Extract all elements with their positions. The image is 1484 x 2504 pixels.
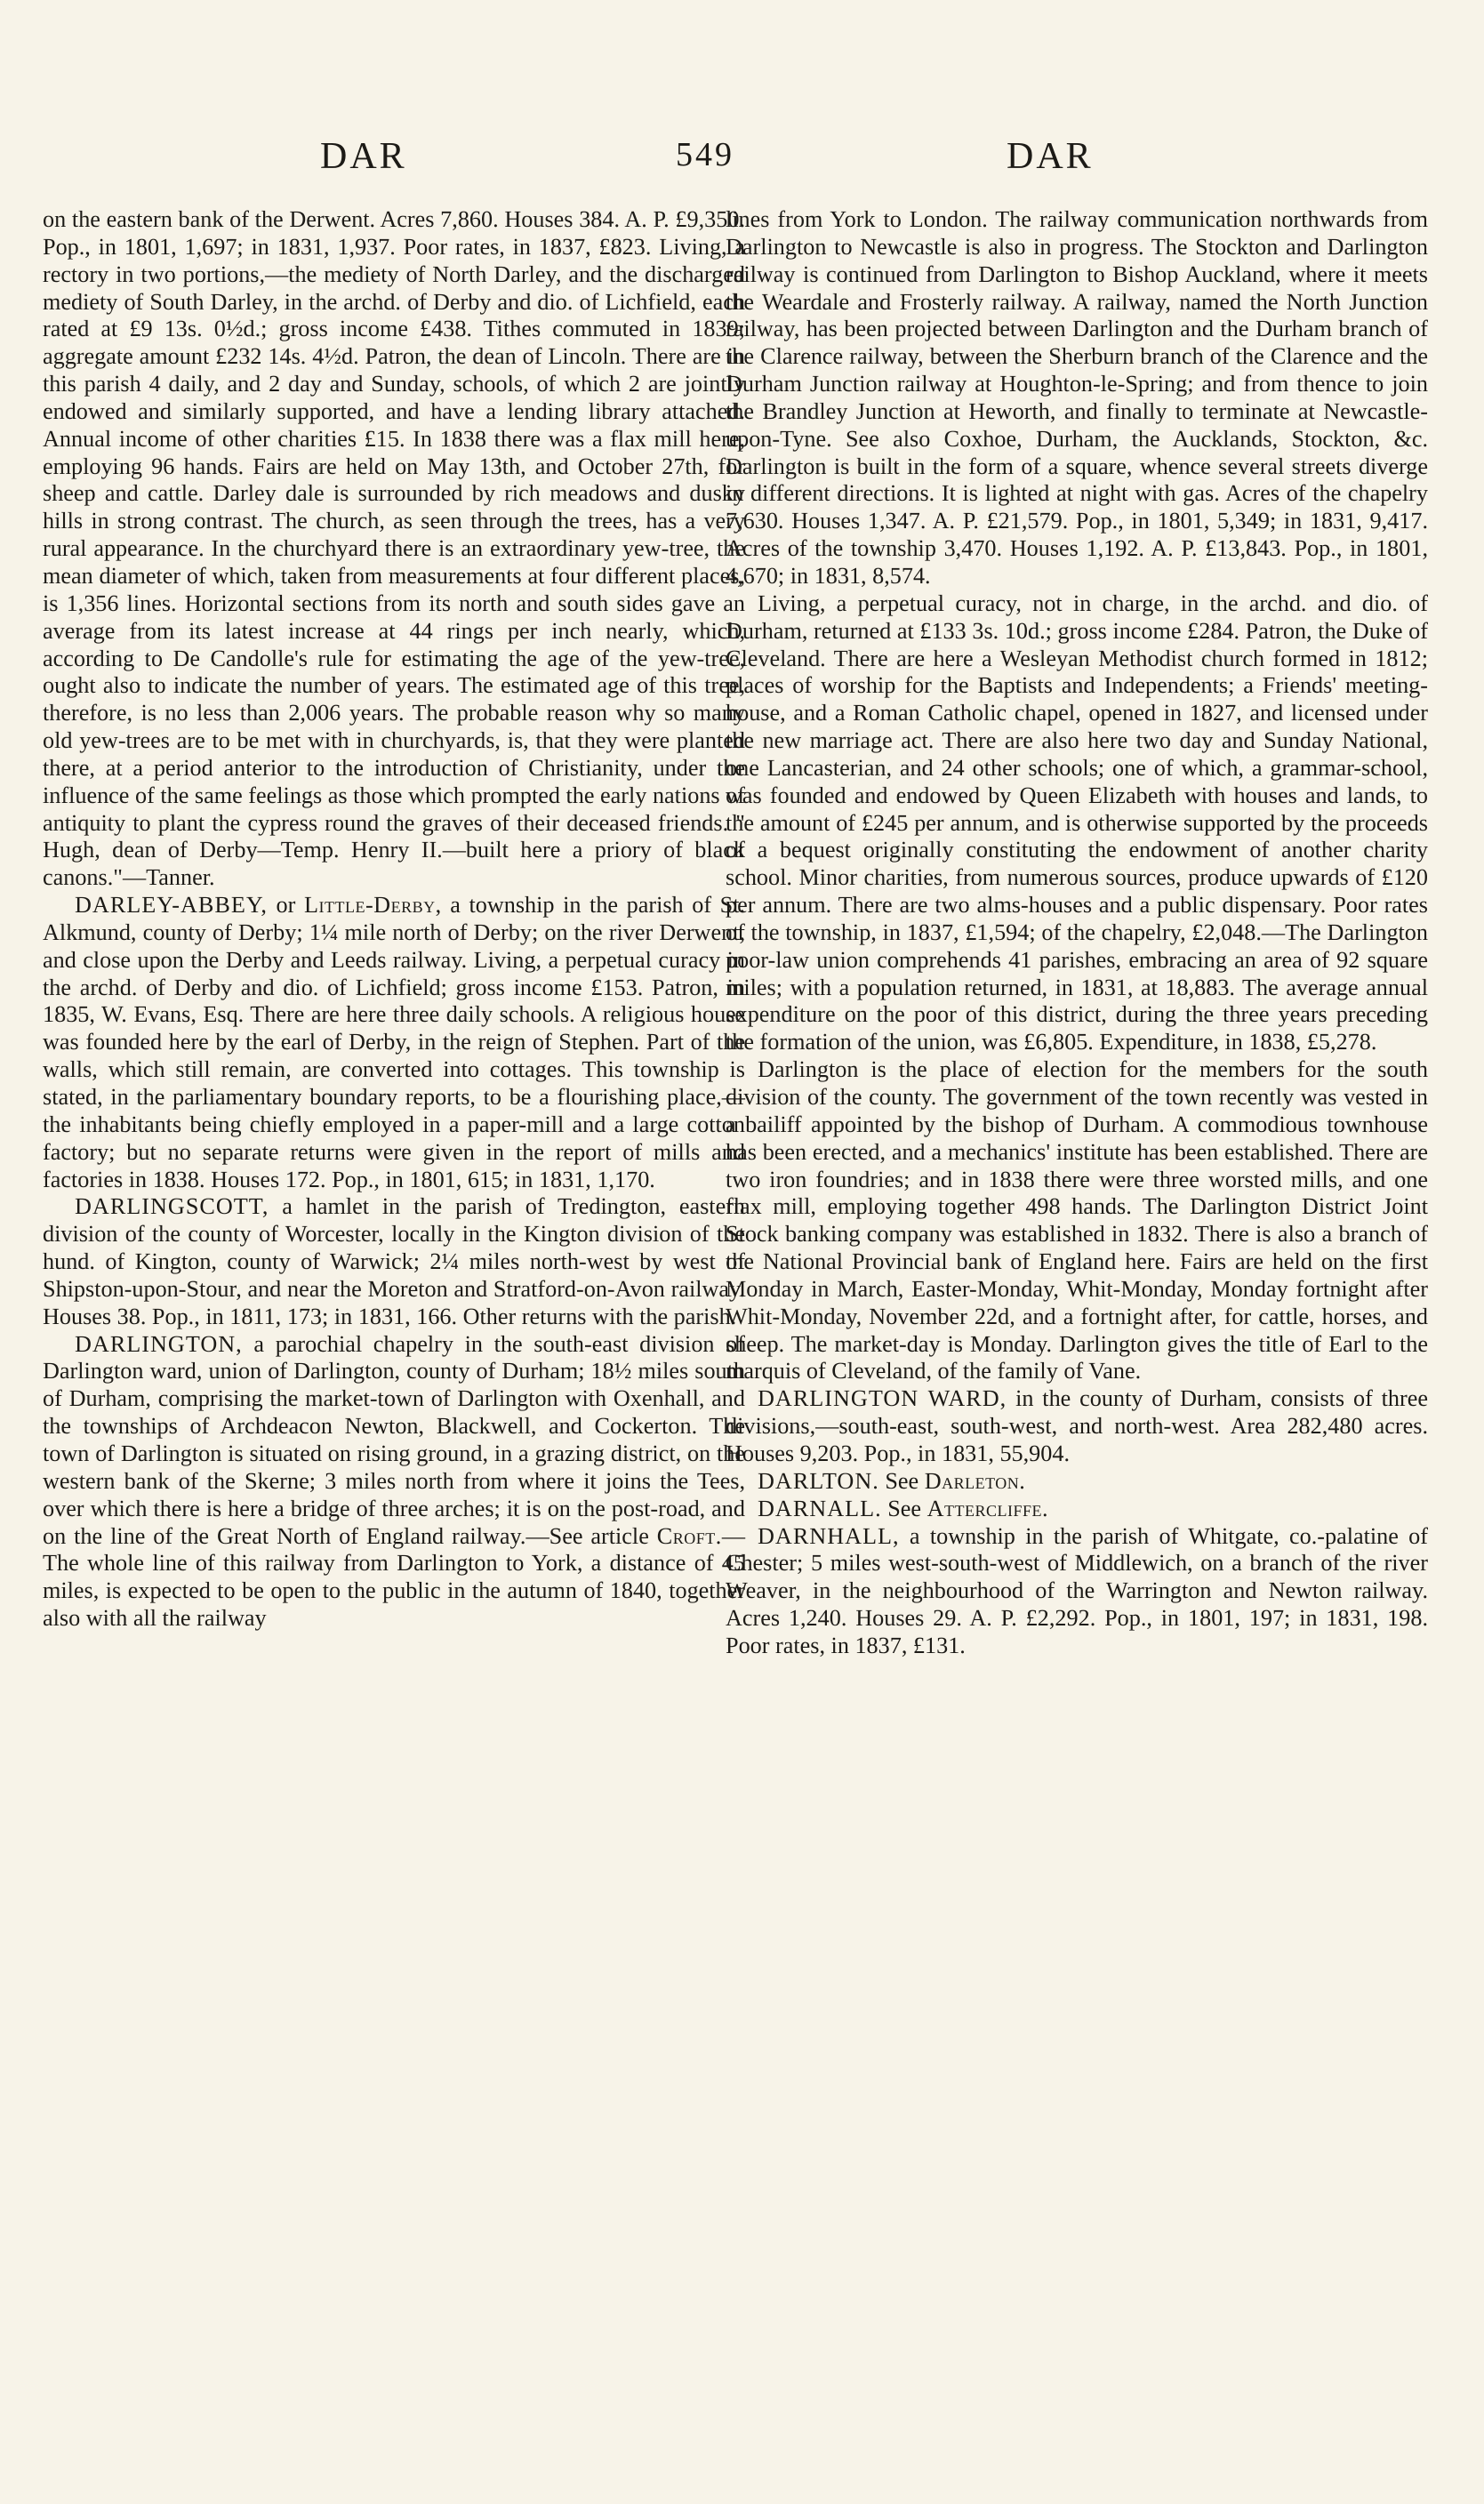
entry-darnall: DARNALL. See Attercliffe. — [758, 1495, 1049, 1521]
alt-name: Little-Derby, — [303, 892, 442, 919]
cross-reference: Darleton. — [924, 1467, 1026, 1494]
entry-darnhall — [726, 1523, 1428, 1660]
left-column — [43, 206, 745, 1633]
header-right-word: DAR — [1007, 136, 1094, 177]
header-left-word: DAR — [320, 136, 407, 177]
entry-darley-continued: on the eastern bank of the Derwent. Acres 7,860. Houses 384. A. P. £9,350. Pop., in 1801, 1,697; in 1831, 1,937. Poor rates, in 1837, £823. Living, a rectory in two portions,—the mediety of North Darley, and the discharged mediety of South Darley, in the archd. of Derby and dio. of Lichfield, each rated at £9 13s. 0½d.; gross income £438. Tithes commuted in 1839; aggregate amount £232 14s. 4½d. Patron, the dean of Lincoln. There are in this parish 4 daily, and 2 day and Sunday, schools, of which 2 are jointly endowed and similarly supported, and have a lending library attached. Annual income of other charities £15. In 1838 there was a flax mill here, employing 96 hands. Fairs are held on May 13th, and October 27th, for sheep and cattle. Darley dale is surrounded by rich meadows and dusky hills in strong contrast. The church, as seen through the trees, has a very rural appearance. In the churchyard there is an extraordinary yew-tree, the mean diameter of which, taken from measurements at four different places, is 1,356 lines. Horizontal sections from its north and south sides gave an average from its latest increase at 44 rings per inch nearly, which, according to De Candolle's rule for estimating the age of the yew-tree, ought also to indicate the number of years. The estimated age of this tree, therefore, is no less than 2,006 years. The probable reason why so many old yew-trees are to be met with in churchyards, is, that they were planted there, at a period anterior to the introduction of Christianity, under the influence of the same feelings as those which prompted the early nations of antiquity to plant the cypress round the graves of their deceased friends. " Hugh, dean of Derby—Temp. Henry II.—built here a priory of black canons."—Tanner. — [43, 206, 745, 891]
headword: DARLTON. — [758, 1467, 879, 1494]
headword: DARLEY-ABBEY, — [75, 892, 268, 919]
headword: DARLINGTON, — [75, 1330, 243, 1357]
entry-body: a township in the parish of Whitgate, co.-palatine of Chester; 5 miles west-south-west of Middlewich, on a branch of the river Weaver, in the neighbourhood of the Warrington and Newton railway. Acres 1,240. Houses 29. A. P. £2,292. Pop., in 1801, 197; in 1831, 198. Poor rates, in 1837, £131. — [726, 1522, 1428, 1658]
headword: DARLINGTON WARD, — [758, 1385, 1007, 1412]
entry-body: a parochial chapelry in the south-east division of Darlington ward, union of Darlington, county of Durham; 18½ miles south of Durham, comprising the market-town of Darlington with Oxenhall, and the townships of Archdeacon Newton, Blackwell, and Cockerton. The town of Darlington is situated on rising ground, in a grazing district, on the western bank of the Skerne; 3 miles north from where it joins the Tees, over which there is here a bridge of three arches; it is on the post-road, and on the line of the Great North of England railway.—See article — [43, 1330, 746, 1549]
page-number: 549 — [676, 136, 734, 173]
entry-darlington-election: Darlington is the place of election for the members for the south division of the county. The government of the town recently was vested in a bailiff appointed by the bishop of Durham. A commodious townhouse has been erected, and a mechanics' institute has been established. There are two iron foundries; and in 1838 there were three worsted mills, and one flax mill, employing together 498 hands. The Darlington District Joint Stock banking company was established in 1832. There is also a branch of the National Provincial bank of England here. Fairs are held on the first Monday in March, Easter-Monday, Whit-Monday, Monday fortnight after Whit-Monday, November 22d, and a fortnight after, for cattle, horses, and sheep. The market-day is Monday. Darlington gives the title of Earl to the marquis of Cleveland, of the family of Vane. — [726, 1056, 1428, 1384]
running-header — [0, 135, 1484, 189]
entry-body: a township in the parish of St. Alkmund, county of Derby; 1¼ mile north of Derby; on the river Derwent, and close upon the Derby and Leeds railway. Living, a perpetual curacy in the archd. of Derby and dio. of Lichfield; gross income £153. Patron, in 1835, W. Evans, Esq. There are here three daily schools. A religious house was founded here by the earl of Derby, in the reign of Stephen. Part of the walls, which still remain, are converted into cottages. This township is stated, in the parliamentary boundary reports, to be a flourishing place,—the inhabitants being chiefly employed in a paper-mill and a large cotton factory; but no separate returns were given in the report of mills and factories in 1838. Houses 172. Pop., in 1801, 615; in 1831, 1,170. — [43, 892, 746, 1192]
entry-darlington-living: Living, a perpetual curacy, not in charge, in the archd. and dio. of Durham, returned at £133 3s. 10d.; gross income £284. Patron, the Duke of Cleveland. There are here a Wesleyan Methodist church formed in 1812; places of worship for the Baptists and Independents; a Friends' meeting-house, and a Roman Catholic chapel, opened in 1827, and licensed under the new marriage act. There are also here two day and Sunday National, one Lancasterian, and 24 other schools; one of which, a grammar-school, was founded and endowed by Queen Elizabeth with houses and lands, to the amount of £245 per annum, and is otherwise supported by the proceeds of a bequest originally constituting the endowment of another charity school. Minor charities, from numerous sources, produce upwards of £120 per annum. There are two alms-houses and a public dispensary. Poor rates of the township, in 1837, £1,594; of the chapelry, £2,048.—The Darlington poor-law union comprehends 41 parishes, embracing an area of 92 square miles; with a population returned, in 1831, at 18,883. The average annual expenditure on the poor of this district, during the three years preceding the formation of the union, was £6,805. Expenditure, in 1838, £5,278. — [726, 590, 1428, 1055]
entry-darlington-ward — [726, 1385, 1428, 1468]
entry-body-tail: —The whole line of this railway from Darlington to York, a distance of 45 miles, is expected to be open to the public in the autumn of 1840, together also with all the railway — [43, 1522, 745, 1632]
right-column — [726, 206, 1428, 1660]
entry-darlington — [43, 1331, 745, 1633]
entry-darlingscott — [43, 1193, 745, 1330]
headword: DARNHALL, — [758, 1522, 900, 1549]
entry-body: a hamlet in the parish of Tredington, eastern division of the county of Worcester, locally in the Kington division of the hund. of Kington, county of Warwick; 2¼ miles north-west by west of Shipston-upon-Stour, and near the Moreton and Stratford-on-Avon railway. Houses 38. Pop., in 1811, 173; in 1831, 166. Other returns with the parish. — [43, 1193, 746, 1329]
headword: DARNALL. — [758, 1495, 882, 1521]
entry-darlton: DARLTON. See Darleton. — [758, 1467, 1026, 1494]
cross-reference: Croft. — [656, 1522, 722, 1549]
cross-reference: Attercliffe. — [926, 1495, 1049, 1521]
headword: DARLINGSCOTT, — [75, 1193, 269, 1220]
entry-body: in the county of Durham, consists of three divisions,—south-east, south-west, and north-west. Area 282,480 acres. Houses 9,203. Pop., in 1831, 55,904. — [726, 1385, 1428, 1466]
entry-darlington-continued: lines from York to London. The railway communication northwards from Darlington to Newcastle is also in progress. The Stockton and Darlington railway is continued from Darlington to Bishop Auckland, where it meets the Weardale and Frosterly railway. A railway, named the North Junction railway, has been projected between Darlington and the Durham branch of the Clarence railway, between the Sherburn branch of the Clarence and the Durham Junction railway at Houghton-le-Spring; and from thence to join the Brandley Junction at Heworth, and finally to terminate at Newcastle-upon-Tyne. See also Coxhoe, Durham, the Aucklands, Stockton, &c. Darlington is built in the form of a square, whence several streets diverge in different directions. It is lighted at night with gas. Acres of the chapelry 7,630. Houses 1,347. A. P. £21,579. Pop., in 1801, 5,349; in 1831, 9,417. Acres of the township 3,470. Houses 1,192. A. P. £13,843. Pop., in 1801, 4,670; in 1831, 8,574. — [726, 206, 1428, 589]
entry-darley-abbey: DARLEY-ABBEY, or Little-Derby, a township in the parish of St. Alkmund, county of Derby; 1¼ mile north of Derby; on the river Derwent, and close upon the Derby and Leeds railway. Living, a perpetual curacy in the archd. of Derby and dio. of Lichfield; gross income £153. Patron, in 1835, W. Evans, Esq. There are here three daily schools. A religious house was founded here by the earl of Derby, in the reign of Stephen. Part of the walls, which still remain, are converted into cottages. This township is stated, in the parliamentary boundary reports, to be a flourishing place,—the inhabitants being chiefly employed in a paper-mill and a large cotton factory; but no separate returns were given in the report of mills and factories in 1838. Houses 172. Pop., in 1801, 615; in 1831, 1,170. — [43, 892, 746, 1192]
